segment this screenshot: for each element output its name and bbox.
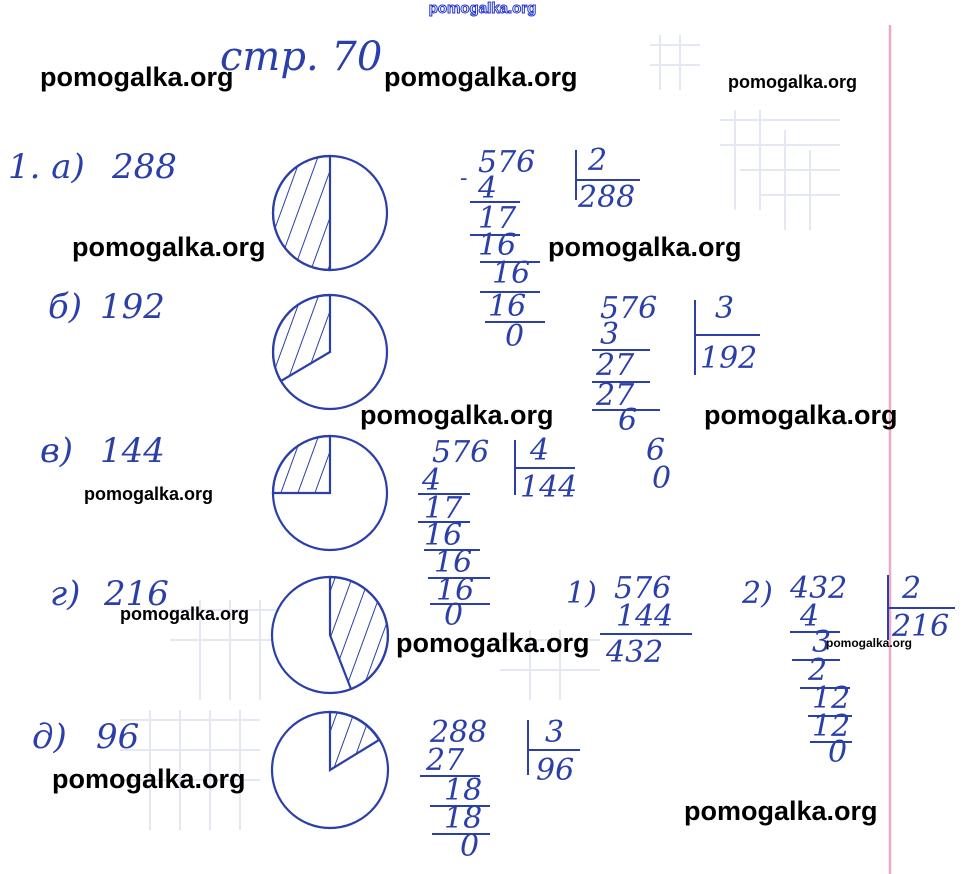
division-d [420, 715, 580, 864]
svg-text:0: 0 [652, 461, 672, 496]
watermark: pomogalka.org [384, 62, 578, 92]
svg-text:27: 27 [426, 743, 465, 778]
svg-text:12: 12 [812, 681, 851, 716]
division-b [592, 291, 760, 496]
svg-text:432: 432 [606, 635, 664, 670]
item-label-d: д) [32, 717, 67, 757]
svg-text:2: 2 [588, 143, 608, 178]
svg-text:16: 16 [434, 545, 473, 580]
svg-text:4: 4 [800, 599, 820, 634]
watermark: pomogalka.org [72, 232, 266, 262]
svg-text:2): 2) [742, 576, 773, 611]
svg-text:288: 288 [430, 715, 488, 750]
svg-text:576: 576 [600, 291, 658, 326]
watermark: pomogalka.org [548, 232, 742, 262]
division-g2 [741, 571, 955, 770]
svg-text:16: 16 [492, 256, 531, 291]
watermark: pomogalka.org [826, 636, 913, 650]
svg-text:18: 18 [444, 801, 483, 836]
page-header: стр. 70 [220, 34, 383, 80]
watermark: pomogalka.org [52, 764, 246, 794]
svg-text:0: 0 [460, 829, 480, 864]
watermark: pomogalka.org [84, 484, 214, 504]
svg-text:17: 17 [424, 491, 463, 526]
svg-text:12: 12 [812, 709, 851, 744]
svg-text:4: 4 [478, 171, 498, 206]
svg-text:18: 18 [444, 773, 483, 808]
svg-text:4: 4 [422, 463, 442, 498]
watermark: pomogalka.org [396, 628, 590, 658]
svg-text:27: 27 [596, 378, 635, 413]
svg-text:16: 16 [436, 573, 475, 608]
svg-text:576: 576 [478, 145, 536, 180]
pie-a [273, 156, 387, 270]
svg-text:3: 3 [812, 625, 832, 660]
svg-text:1): 1) [566, 576, 597, 611]
svg-text:96: 96 [536, 753, 575, 788]
pie-b [273, 295, 387, 409]
watermark: pomogalka.org [120, 604, 250, 624]
item-label-a: 1. а) [8, 147, 85, 187]
svg-text:0: 0 [828, 735, 848, 770]
item-label-b: б) [48, 287, 83, 327]
svg-text:216: 216 [892, 609, 950, 644]
watermark: pomogalka.org [728, 72, 858, 92]
watermark: pomogalka.org [40, 62, 234, 92]
item-answer-g: 216 [104, 574, 169, 614]
watermark: pomogalka.org [360, 400, 554, 430]
svg-text:288: 288 [578, 180, 636, 215]
top-watermark: pomogalka.org [428, 0, 537, 17]
svg-text:3: 3 [600, 317, 620, 352]
svg-text:576: 576 [432, 435, 490, 470]
watermark: pomogalka.org [704, 400, 898, 430]
item-answer-b: 192 [100, 287, 165, 327]
svg-text:27: 27 [596, 348, 635, 383]
svg-text:17: 17 [478, 201, 517, 236]
svg-text:0: 0 [444, 598, 464, 633]
item-label-v: в) [40, 431, 74, 471]
pie-v [273, 436, 387, 550]
svg-text:16: 16 [488, 289, 527, 324]
division-v [418, 433, 577, 633]
item-answer-d: 96 [96, 717, 140, 757]
svg-text:2: 2 [902, 571, 922, 606]
watermark: pomogalka.org [684, 796, 878, 826]
svg-text:16: 16 [424, 518, 463, 553]
svg-text:144: 144 [520, 470, 578, 505]
svg-text:6: 6 [618, 403, 638, 438]
svg-text:6: 6 [646, 433, 666, 468]
svg-text:-: - [460, 166, 468, 191]
svg-text:3: 3 [715, 291, 735, 326]
svg-text:2: 2 [808, 653, 828, 688]
pie-g [272, 577, 388, 693]
svg-text:16: 16 [478, 228, 517, 263]
item-label-g: г) [50, 574, 81, 614]
svg-text:3: 3 [545, 715, 565, 750]
item-answer-a: 288 [112, 147, 177, 187]
svg-text:576: 576 [614, 571, 672, 606]
item-answer-v: 144 [100, 431, 165, 471]
pie-d [272, 712, 388, 828]
svg-text:0: 0 [505, 319, 525, 354]
svg-text:4: 4 [530, 433, 550, 468]
svg-text:192: 192 [700, 341, 758, 376]
svg-text:432: 432 [790, 571, 848, 606]
svg-text:144: 144 [616, 599, 674, 634]
